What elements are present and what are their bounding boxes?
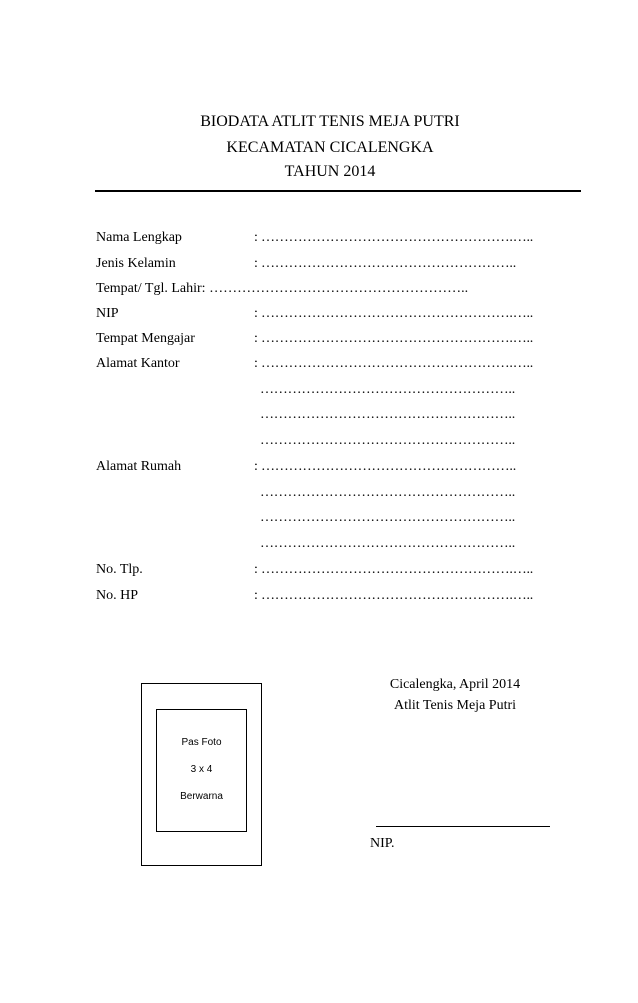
field-blank: : ………………………………………………..: [254, 459, 516, 474]
signature-place-date: Cicalengka, April 2014: [389, 677, 521, 692]
field-blank: : ……………………………………………….…..: [254, 562, 534, 577]
photo-label: Pas Foto: [181, 737, 222, 748]
header-divider: [95, 190, 581, 192]
field-label: Nama Lengkap: [96, 230, 182, 245]
field-label: No. HP: [96, 588, 139, 603]
field-label: Tempat Mengajar: [96, 331, 195, 346]
photo-size: 3 x 4: [190, 764, 213, 775]
field-blank-continuation: ………………………………………………..: [260, 510, 516, 525]
field-label: Tempat/ Tgl. Lahir: ………………………………………………..: [96, 281, 469, 296]
field-blank: : ……………………………………………….…..: [254, 230, 534, 245]
field-label: No. Tlp.: [96, 562, 143, 577]
field-blank-continuation: ………………………………………………..: [260, 433, 516, 448]
photo-color: Berwarna: [180, 791, 223, 802]
field-blank-continuation: ………………………………………………..: [260, 382, 516, 397]
signature-line: [376, 826, 550, 827]
field-label: Alamat Rumah: [96, 459, 182, 474]
signature-nip: NIP.: [370, 836, 395, 851]
field-blank: : ……………………………………………….…..: [254, 331, 534, 346]
field-blank-continuation: ………………………………………………..: [260, 485, 516, 500]
doc-subtitle: KECAMATAN CICALENGKA: [226, 139, 434, 156]
field-label: NIP: [96, 306, 119, 321]
field-label: Jenis Kelamin: [96, 256, 176, 271]
field-blank-continuation: ………………………………………………..: [260, 536, 516, 551]
signature-role: Atlit Tenis Meja Putri: [393, 698, 517, 713]
field-blank: : ……………………………………………….…..: [254, 588, 534, 603]
doc-year: TAHUN 2014: [284, 163, 376, 180]
doc-title: BIODATA ATLIT TENIS MEJA PUTRI: [200, 113, 460, 130]
field-blank: : ……………………………………………….…..: [254, 306, 534, 321]
field-blank: : ………………………………………………..: [254, 256, 516, 271]
field-blank: : ……………………………………………….…..: [254, 356, 534, 371]
field-blank-continuation: ………………………………………………..: [260, 407, 516, 422]
field-label: Alamat Kantor: [96, 356, 180, 371]
